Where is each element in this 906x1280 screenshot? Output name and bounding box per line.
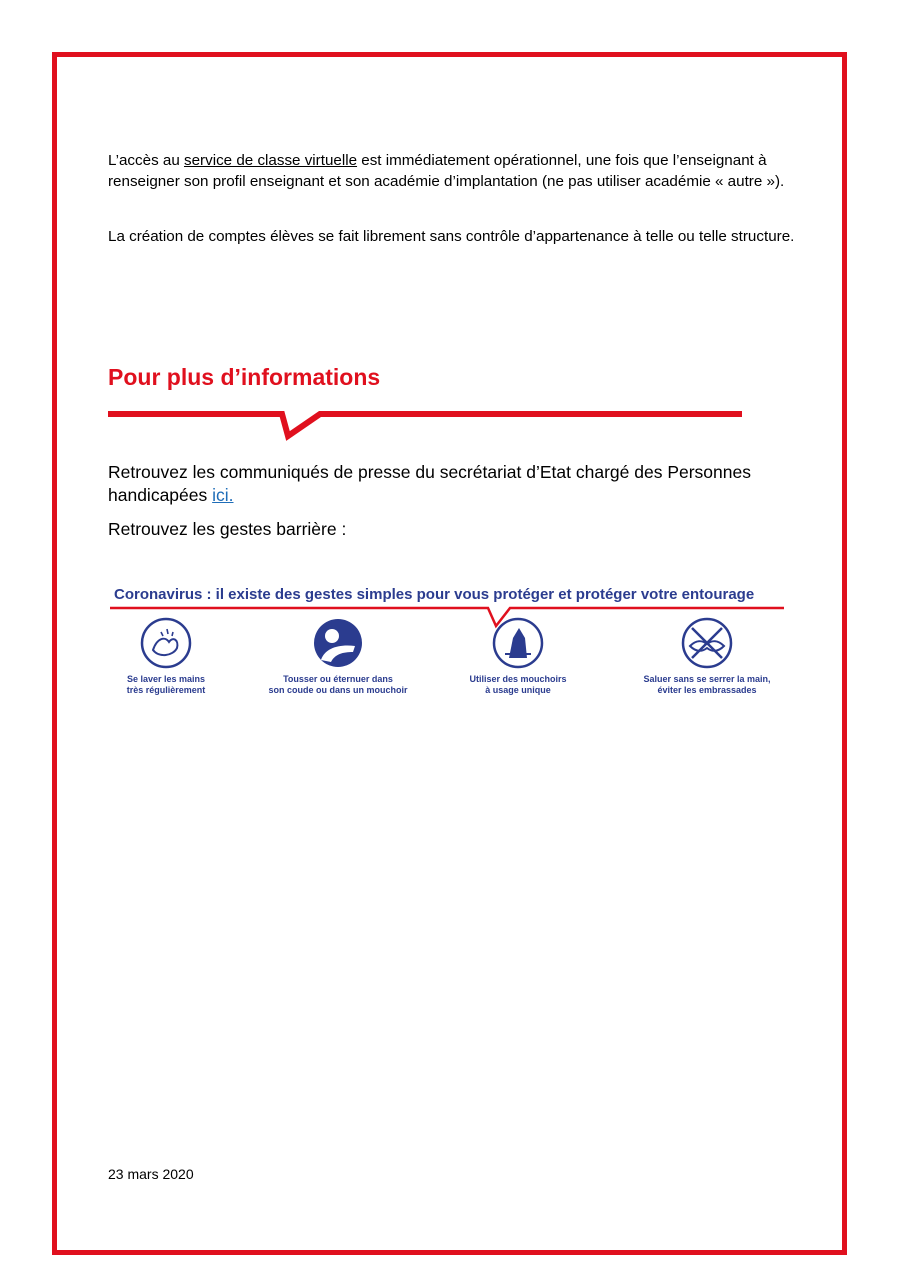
gesture-label: Se laver les mains très régulièrement: [126, 674, 206, 695]
press-text: Retrouvez les communiqués de presse du secrétariat d’Etat chargé des Personnes handicapées: [108, 462, 751, 505]
speech-bubble-divider: [106, 406, 746, 442]
access-paragraph: [108, 150, 808, 192]
tissue-icon: [491, 616, 545, 670]
gesture-label: Tousser ou éternuer dans son coude ou dans un mouchoir: [268, 674, 408, 695]
section-heading: Pour plus d’informations: [108, 364, 381, 390]
gesture-label: Utiliser des mouchoirs à usage unique: [469, 674, 567, 695]
cough-elbow-icon: [311, 616, 365, 670]
accounts-paragraph: La création de comptes élèves se fait librement sans contrôle d’appartenance à telle ou telle structure.: [108, 228, 795, 245]
gesture-item: [617, 616, 797, 696]
gestures-banner: [108, 582, 788, 704]
gesture-label: Saluer sans se serrer la main, éviter les embrassades: [643, 674, 771, 695]
document-date: 23 mars 2020: [108, 1166, 194, 1182]
gesture-item: [428, 616, 608, 696]
gestures-intro: Retrouvez les gestes barrière :: [108, 519, 347, 539]
banner-title: Coronavirus : il existe des gestes simples pour vous protéger et protéger votre entourage: [114, 586, 755, 603]
hand-washing-icon: [139, 616, 193, 670]
gesture-item: [76, 616, 256, 696]
press-paragraph: [108, 461, 808, 507]
press-link[interactable]: ici.: [212, 485, 234, 505]
gesture-item: [248, 616, 428, 696]
virtual-class-link[interactable]: service de classe virtuelle: [184, 152, 358, 169]
access-text-suffix: est immédiatement opérationnel, une fois que l’enseignant à renseigner son profil enseignant et son académie d’implantation (ne pas utiliser académie « autre »).: [108, 152, 785, 190]
no-handshake-icon: [680, 616, 734, 670]
access-text-prefix: L’accès au: [108, 152, 184, 169]
